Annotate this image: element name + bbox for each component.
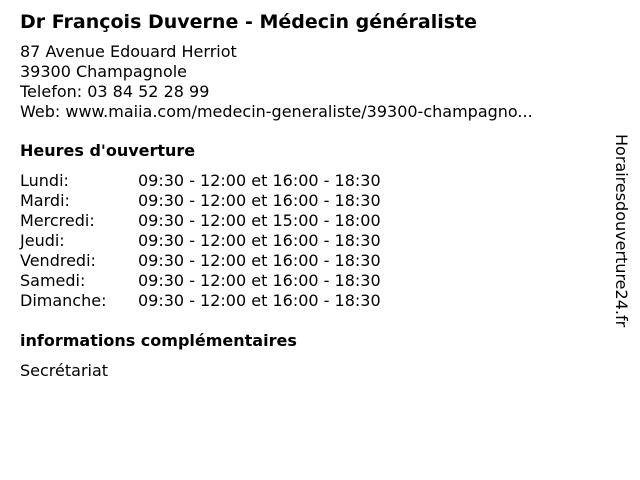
day-hours: 09:30 - 12:00 et 16:00 - 18:30 bbox=[138, 291, 381, 310]
hours-row-saturday bbox=[20, 271, 600, 291]
day-hours: 09:30 - 12:00 et 16:00 - 18:30 bbox=[138, 191, 381, 210]
day-hours: 09:30 - 12:00 et 16:00 - 18:30 bbox=[138, 171, 381, 190]
additional-info-heading: informations complémentaires bbox=[20, 331, 297, 350]
day-hours: 09:30 - 12:00 et 16:00 - 18:30 bbox=[138, 271, 381, 290]
opening-hours-heading: Heures d'ouverture bbox=[20, 141, 196, 160]
hours-row-thursday bbox=[20, 231, 600, 251]
website-link[interactable]: Web: www.maiia.com/medecin-generaliste/39300-champagno... bbox=[20, 102, 533, 121]
day-label: Samedi: bbox=[20, 271, 86, 290]
day-label: Mardi: bbox=[20, 191, 70, 210]
hours-row-sunday bbox=[20, 291, 600, 311]
street-address: 87 Avenue Edouard Herriot bbox=[20, 42, 237, 61]
day-label: Jeudi: bbox=[20, 231, 65, 250]
website-line bbox=[20, 102, 600, 122]
hours-row-friday bbox=[20, 251, 600, 271]
hours-row-monday bbox=[20, 171, 600, 191]
day-label: Dimanche: bbox=[20, 291, 107, 310]
day-hours: 09:30 - 12:00 et 15:00 - 18:00 bbox=[138, 211, 381, 230]
additional-info-text: Secrétariat bbox=[20, 361, 109, 380]
hours-row-tuesday bbox=[20, 191, 600, 211]
day-hours: 09:30 - 12:00 et 16:00 - 18:30 bbox=[138, 231, 381, 250]
day-label: Lundi: bbox=[20, 171, 69, 190]
doctor-info-card bbox=[20, 9, 600, 381]
day-label: Vendredi: bbox=[20, 251, 96, 270]
brand-watermark: Horairesdouverture24.fr bbox=[612, 134, 631, 328]
day-label: Mercredi: bbox=[20, 211, 95, 230]
opening-hours-list bbox=[20, 171, 600, 311]
page-title: Dr François Duverne - Médecin généraliste bbox=[20, 11, 478, 33]
day-hours: 09:30 - 12:00 et 16:00 - 18:30 bbox=[138, 251, 381, 270]
phone-number: Telefon: 03 84 52 28 99 bbox=[20, 82, 210, 101]
city-address: 39300 Champagnole bbox=[20, 62, 188, 81]
hours-row-wednesday bbox=[20, 211, 600, 231]
